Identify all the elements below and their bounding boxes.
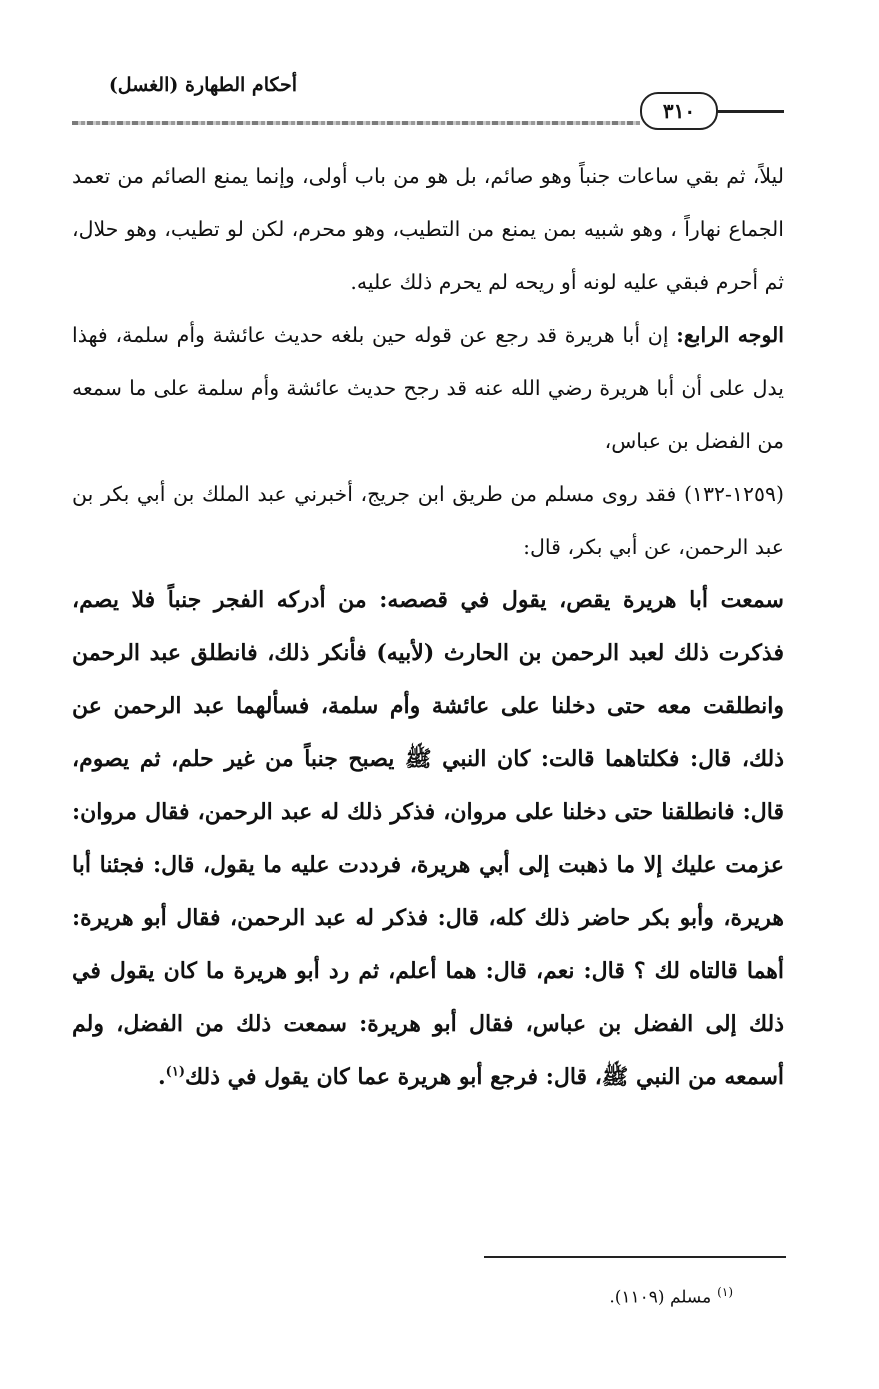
page-number: ٣١٠: [640, 92, 718, 130]
paragraph-2-lead: الوجه الرابع:: [676, 323, 784, 347]
footnote-text: مسلم (١١٠٩).: [609, 1287, 712, 1308]
hadith-quote: [72, 574, 784, 1104]
footnote-rule: [484, 1256, 786, 1258]
hadith-quote-text: سمعت أبا هريرة يقص، يقول في قصصه: من أدركه الفجر جنباً فلا يصم، فذكرت ذلك لعبد الرحمن بن الحارث (لأبيه) فأنكر ذلك، فانطلق عبد الرحمن وانطلقت معه حتى دخلنا على عائشة وأم سلمة، فسألهما عبد الرحمن عن ذلك، قال: فكلتاهما قالت: كان النبي ﷺ يصبح جنباً من غير حلم، ثم يصوم، قال: فانطلقنا حتى دخلنا على مروان، فذكر ذلك له عبد الرحمن، فقال مروان: عزمت عليك إلا ما ذهبت إلى أبي هريرة، فرددت عليه ما يقول، قال: فجئنا أبا هريرة، وأبو بكر حاضر ذلك كله، قال: فذكر له عبد الرحمن، فقال أبو هريرة: أهما قالتاه لك ؟ قال: نعم، قال: هما أعلم، ثم رد أبو هريرة ما كان يقول في ذلك إلى الفضل بن عباس، فقال أبو هريرة: سمعت ذلك من الفضل، ولم أسمعه من النبي ﷺ، قال: فرجع أبو هريرة عما كان يقول في ذلك: [72, 587, 784, 1090]
footnote-1: [609, 1285, 733, 1308]
header-ornamental-rule: [72, 121, 640, 125]
main-text: [72, 150, 784, 1104]
paragraph-1: ليلاً، ثم بقي ساعات جنباً وهو صائم، بل هو من باب أولى، وإنما يمنع الصائم من تعمد الجماع نهاراً ، وهو شبيه بمن يمنع من التطيب، وهو محرم، لكن لو تطيب، وهو حلال، ثم أحرم فبقي عليه لونه أو ريحه لم يحرم ذلك عليه.: [72, 164, 784, 294]
running-title: أحكام الطهارة (الغسل): [108, 74, 297, 96]
header-rule: [712, 110, 784, 113]
footnote-ref: (١): [165, 1064, 185, 1080]
paragraph-3: (١٢٥٩-١٣٢) فقد روى مسلم من طريق ابن جريج، أخبرني عبد الملك بن أبي بكر بن عبد الرحمن، عن أبي بكر، قال:: [72, 482, 784, 559]
paragraph-2-text: إن أبا هريرة قد رجع عن قوله حين بلغه حديث عائشة وأم سلمة، فهذا يدل على أن أبا هريرة رضي الله عنه قد رجح حديث عائشة وأم سلمة على ما سمعه من الفضل بن عباس،: [72, 323, 784, 453]
paragraph-2: [72, 309, 784, 468]
footnote-number: (١): [717, 1285, 733, 1299]
hadith-quote-end: .: [158, 1064, 166, 1090]
